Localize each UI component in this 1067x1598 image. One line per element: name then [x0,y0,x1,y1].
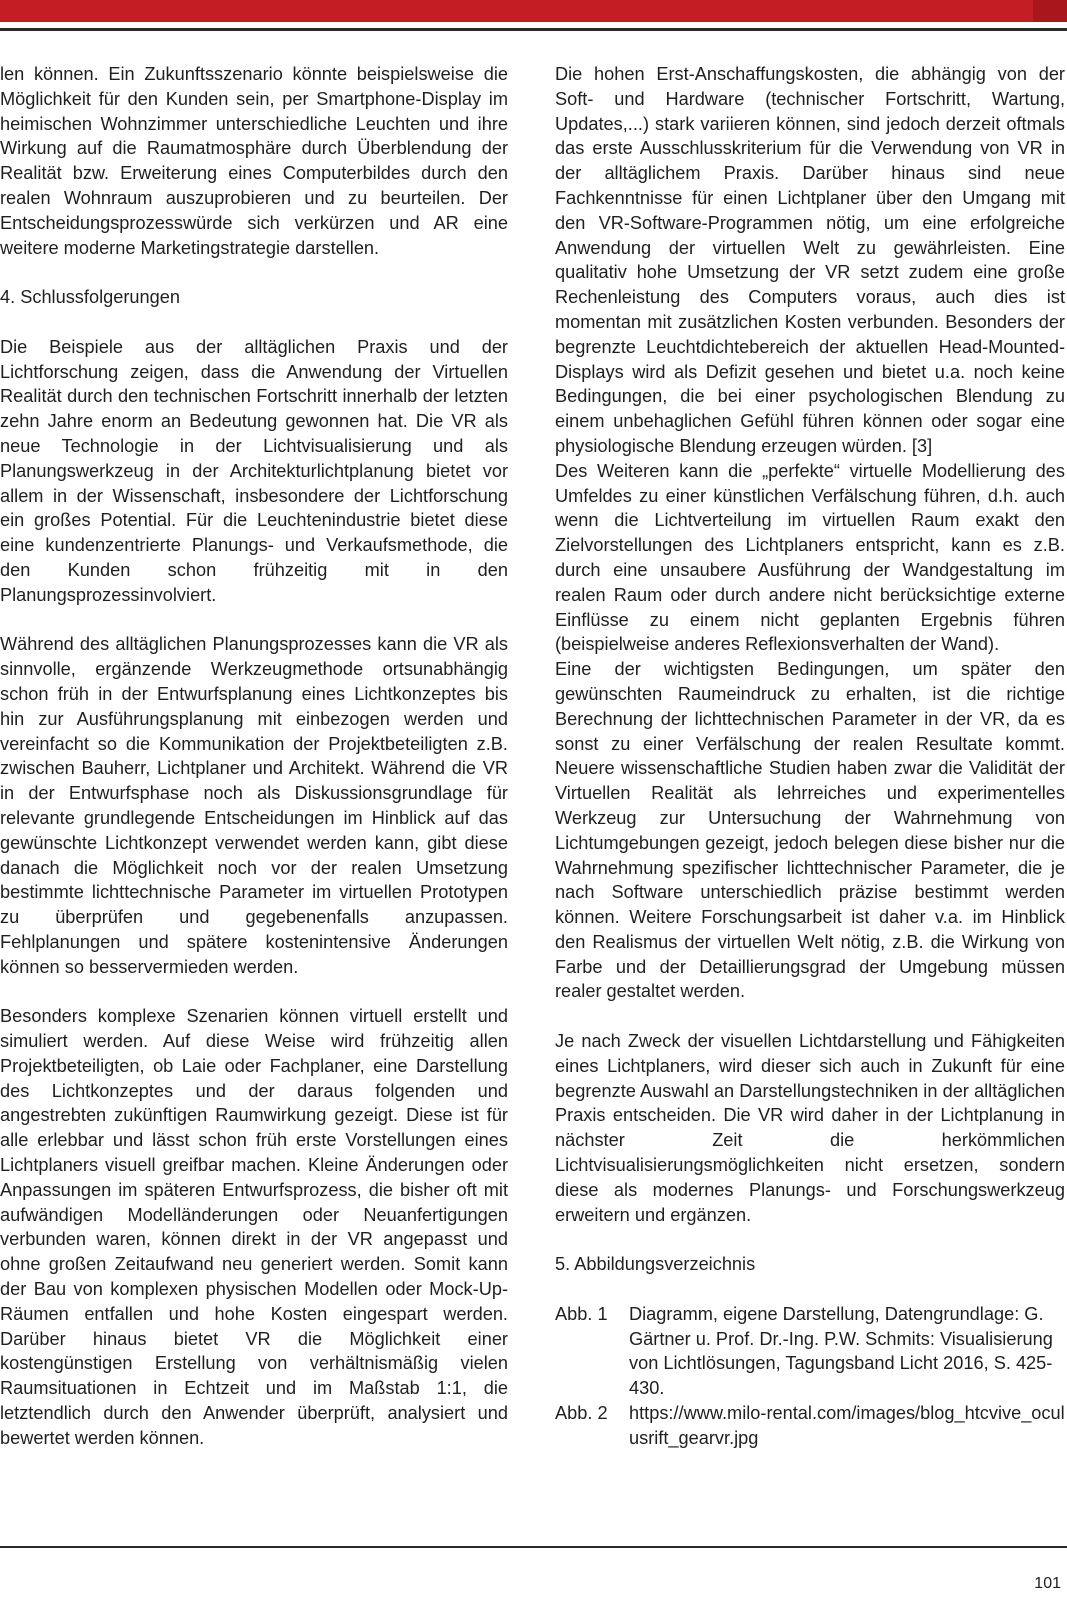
header-bar [0,0,1067,22]
footer-rule [0,1546,1067,1548]
figure-label: Abb. 2 [555,1403,608,1424]
right-paragraph-2: Des Weiteren kann die „perfekte“ virtuelle Modellierung des Umfeldes zu einer künstlichen Verfälschung führen, d.h. auch wenn die Lichtverteilung im virtuellen Raum exakt den Zielvorstellungen des Lichtplaners entspricht, kann es z.B. durch eine unsaubere Ausführung der Wandgestaltung im realen Raum oder durch andere nicht berücksichtige externe Einflüsse zu einem nicht geplanten Ergebnis führen (beispielweise anderes Reflexionsverhalten der Wand). [555,460,1065,655]
left-column [0,62,508,1451]
right-paragraph-3: Eine der wichtigsten Bedingungen, um später den gewünschten Raumeindruck zu erhalten, ist die richtige Berechnung der lichttechnischen Parameter in der VR, da es sonst zu einer Verfälschung der realen Resultate kommt. Neuere wissenschaftliche Studien haben zwar die Validität der Virtuellen Realität als lehrreiches und experimentelles Werkzeug zur Untersuchung der Wahrnehmung von Lichtumgebungen gezeigt, jedoch belegen diese bisher nur die Wahrnehmung spezifischer lichttechnischer Parameter, die je nach Software unterschiedlich präzise bestimmt werden können. Weitere Forschungsarbeit ist daher v.a. im Hinblick den Realismus der virtuellen Welt nötig, z.B. die Wirkung von Farbe und der Detaillierungsgrad der Umgebung müssen realer gestaltet werden. [555,659,1065,1002]
header-rule [0,28,1067,31]
left-paragraph-3: Während des alltäglichen Planungsprozesses kann die VR als sinnvolle, ergänzende Werkzeugmethode ortsunabhängig schon früh in der Entwurfsplanung eines Lichtkonzeptes bis hin zur Ausführungsplanung mit einbezogen werden und vereinfacht so die Kommunikation der Projektbeteiligten z.B. zwischen Bauherr, Lichtplaner und Architekt. Während die VR in der Entwurfsphase noch als Diskussionsgrundlage für relevante grundlegende Entscheidungen im Hinblick auf das gewünschte Lichtkonzept verwendet werden kann, gibt diese danach die Möglichkeit noch vor der realen Umsetzung bestimmte lichttechnische Parameter im virtuellen Prototypen zu überprüfen und gegebenenfalls anzupassen. Fehlplanungen und spätere kostenintensive Änderungen können so besservermieden werden. [0,634,508,977]
right-paragraph-4: Je nach Zweck der visuellen Lichtdarstellung und Fähigkeiten eines Lichtplaners, wird dieser sich auch in Zukunft für eine begrenzte Auswahl an Darstellungstechniken in der alltäglichen Praxis entscheiden. Die VR wird daher in der Lichtplanung in nächster Zeit die herkömmlichen Lichtvisualisierungsmöglichkeiten nicht ersetzen, sondern diese als modernes Planungs- und Forschungswerkzeug erweitern und ergänzen. [555,1031,1065,1225]
figure-entry [555,1401,1065,1451]
figure-entry [555,1302,1065,1401]
figure-caption: Diagramm, eigene Darstellung, Datengrundlage: G. Gärtner u. Prof. Dr.-Ing. P.W. Schmits: Visualisierung von Lichtlösungen, Tagungsband Licht 2016, S. 425-430. [629,1303,1053,1399]
section-heading-conclusions: 4. Schlussfolgerungen [0,287,180,308]
header-bar-shade [1033,0,1067,22]
left-paragraph-2: Die Beispiele aus der alltäglichen Praxis und der Lichtforschung zeigen, dass die Anwendung der Virtuellen Realität durch den technischen Fortschritt innerhalb der letzten zehn Jahre enorm an Bedeutung gewonnen hat. Die VR als neue Technologie in der Lichtvisualisierung und als Planungswerkzeug in der Architekturlichtplanung bietet vor allem in der Wissenschaft, insbesondere der Lichtforschung ein großes Potential. Für die Leuchtenindustrie bietet diese eine kundenzentrierte Planungs- und Verkaufsmethode, die den Kunden schon frühzeitig mit in den Planungsprozessinvolviert. [0,336,508,605]
figure-list [555,1302,1065,1451]
right-paragraph-1: Die hohen Erst-Anschaffungskosten, die abhängig von der Soft- und Hardware (technischer Fortschritt, Wartung, Updates,...) stark variieren können, sind jedoch derzeit oftmals das erste Ausschlusskriterium für die Verwendung von VR in der alltäglichem Praxis. Darüber hinaus sind neue Fachkenntnisse für einen Lichtplaner über den Umgang mit den VR-Software-Programmen nötig, um eine erfolgreiche Anwendung der virtuellen Welt zu gewährleisten. Eine qualitativ hohe Umsetzung der VR setzt zudem eine große Rechenleistung des Computers voraus, auch dies ist momentan mit zusätzlichen Kosten verbunden. Besonders der begrenzte Leuchtdichtebereich der aktuellen Head-Mounted-Displays wird als Defizit gesehen und bietet u.a. noch keine Bedingungen, die bei einer psychologischen Blendung zu einem unbehaglichen Gefühl führen können oder sogar eine physiologische Blendung erzeugen würden. [3] [555,64,1065,456]
figure-label: Abb. 1 [555,1303,608,1324]
page-number: 101 [1034,1575,1061,1592]
section-heading-figures: 5. Abbildungsverzeichnis [555,1254,756,1275]
right-column [555,62,1065,1451]
figure-url: https://www.milo-rental.com/images/blog_htcvive_oculusrift_gearvr.jpg [629,1403,1065,1448]
left-paragraph-4: Besonders komplexe Szenarien können virtuell erstellt und simuliert werden. Auf diese Weise wird frühzeitig allen Projektbeteiligten, ob Laie oder Fachplaner, eine Darstellung des Lichtkonzeptes und der daraus folgenden und angestrebten zukünftigen Raumwirkung gezeigt. Diese ist für alle erlebbar und lässt schon früh erste Vorstellungen eines Lichtplaners visuell greifbar machen. Kleine Änderungen oder Anpassungen im späteren Entwurfsprozess, die bisher oft mit aufwändigen Modelländerungen oder Neuanfertigungen verbunden waren, können direkt in der VR angepasst und ohne großen Zeitaufwand neu generiert werden. Somit kann der Bau von komplexen physischen Modellen oder Mock-Up-Räumen entfallen und hohe Kosten eingespart werden. Darüber hinaus bietet VR die Möglichkeit einer kostengünstigen Erstellung von verhältnismäßig vielen Raumsituationen in Echtzeit und im Maßstab 1:1, die letztendlich durch den Anwender überprüft, analysiert und bewertet werden können. [0,1006,508,1448]
left-paragraph-1: len können. Ein Zukunftsszenario könnte beispielsweise die Möglichkeit für den Kunden sein, per Smartphone-Display im heimischen Wohnzimmer unterschiedliche Leuchten und ihre Wirkung auf die Raumatmosphäre durch Überblendung der Realität bzw. Erweiterung eines Computerbildes durch den realen Wohnraum auszuprobieren und zu beurteilen. Der Entscheidungsprozesswürde sich verkürzen und AR eine weitere moderne Marketingstrategie darstellen. [0,64,508,258]
